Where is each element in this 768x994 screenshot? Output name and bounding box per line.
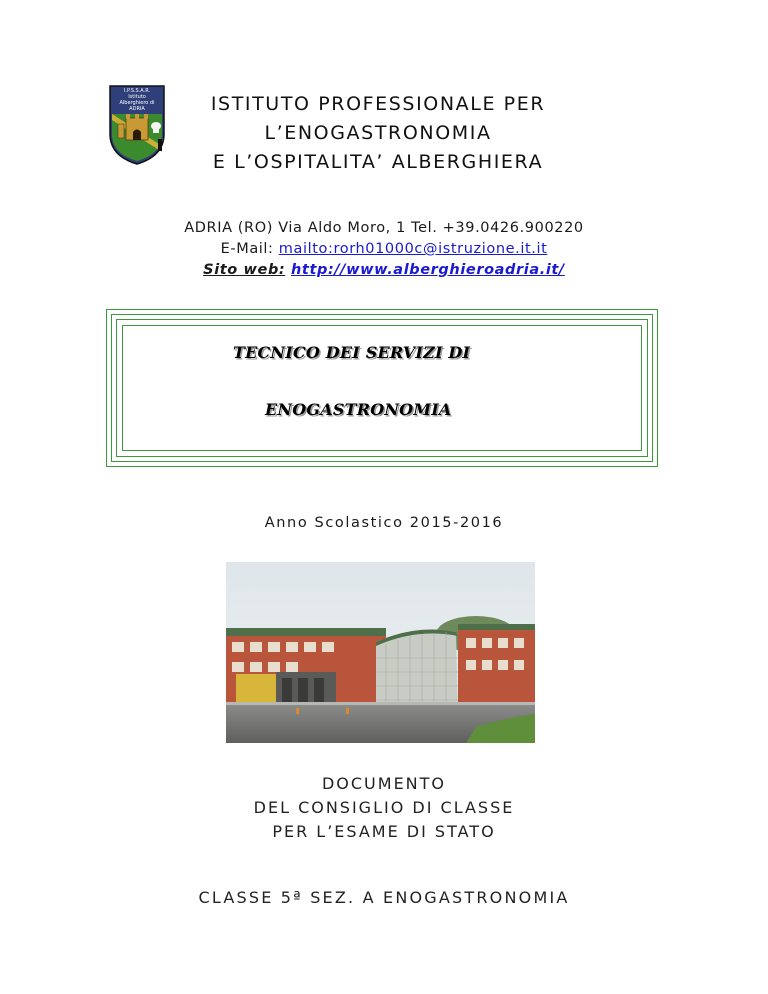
logo-text-line: ADRIA	[129, 106, 145, 112]
school-building-photo	[226, 562, 535, 743]
address-line: ADRIA (RO) Via Aldo Moro, 1 Tel. +39.0426.900220	[184, 220, 584, 236]
email-label: E-Mail:	[220, 241, 279, 257]
course-title-line-1: TECNICO DEI SERVIZI DI	[233, 343, 471, 362]
school-logo	[108, 84, 166, 166]
institute-title	[178, 90, 578, 177]
website-label: Sito web:	[203, 262, 286, 278]
website-link[interactable]: http://www.alberghieroadria.it/	[290, 262, 565, 278]
institute-title-line: ISTITUTO PROFESSIONALE PER	[210, 93, 546, 115]
document-title	[0, 772, 768, 844]
email-line	[100, 239, 668, 260]
contact-info	[100, 218, 668, 281]
institute-title-line: E L’OSPITALITA’ ALBERGHIERA	[212, 151, 544, 173]
email-link[interactable]: mailto:rorh01000c@istruzione.it.it	[278, 241, 548, 257]
document-title-line: PER L’ESAME DI STATO	[272, 822, 496, 841]
logo-text-line: Istituto Alberghiero di	[119, 94, 155, 106]
document-title-line: DEL CONSIGLIO DI CLASSE	[253, 798, 515, 817]
document-title-line: DOCUMENTO	[321, 774, 447, 793]
website-line	[100, 260, 668, 281]
class-line: CLASSE 5ª SEZ. A ENOGASTRONOMIA	[198, 888, 570, 907]
institute-title-line: L’ENOGASTRONOMIA	[264, 122, 492, 144]
school-year: Anno Scolastico 2015-2016	[264, 515, 504, 531]
logo-text-line: I.P.S.S.A.R.	[123, 88, 151, 94]
course-title-line-2: ENOGASTRONOMIA	[265, 400, 452, 419]
